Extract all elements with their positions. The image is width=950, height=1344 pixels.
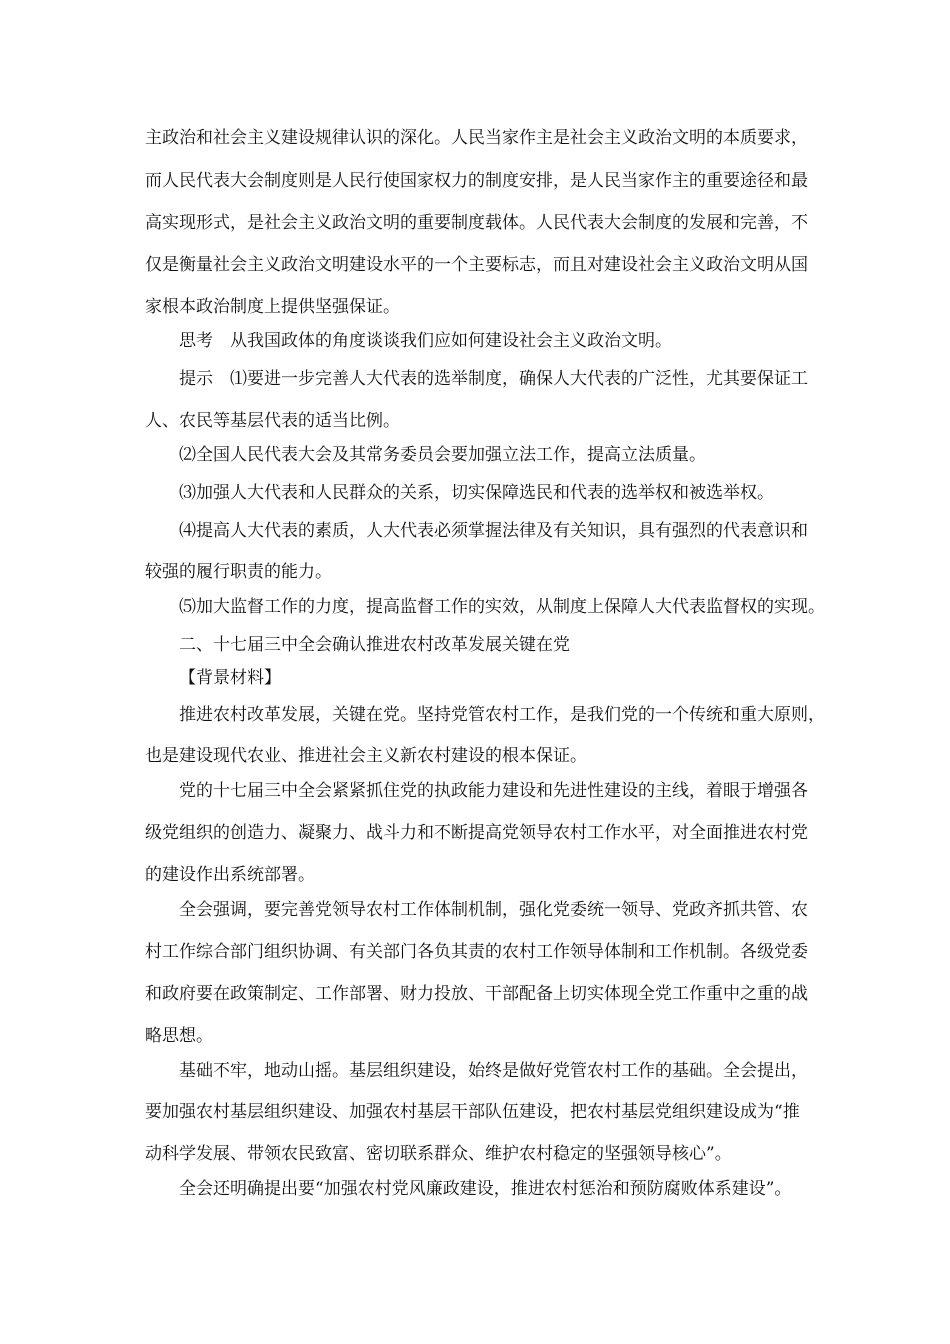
background-paragraph-5: 全会还明确提出要“加强农村党风廉政建设，推进农村惩治和预防腐败体系建设”。 <box>179 1179 792 1199</box>
text-line: 也是建设现代农业、推进社会主义新农村建设的根本保证。 <box>145 746 587 766</box>
section-heading: 二、十七届三中全会确认推进农村改革发展关键在党 <box>179 635 570 655</box>
text-line: ⑷提高人大代表的素质，人大代表必须掌握法律及有关知识，具有强烈的代表意识和 <box>179 521 808 541</box>
think-question: 思考 从我国政体的角度谈谈我们应如何建设社会主义政治文明。 <box>179 331 672 351</box>
hint-3: ⑶加强人大代表和人民群众的关系，切实保障选民和代表的选举权和被选举权。 <box>179 483 774 503</box>
hint-5: ⑸加大监督工作的力度，提高监督工作的实效，从制度上保障人大代表监督权的实现。 <box>179 597 825 617</box>
background-title: 【背景材料】 <box>179 668 281 688</box>
text-line: 动科学发展、带领农民致富、密切联系群众、维护农村稳定的坚强领导核心”。 <box>145 1144 732 1164</box>
text-line: 的建设作出系统部署。 <box>145 865 315 885</box>
text-line: 要加强农村基层组织建设、加强农村基层干部队伍建设，把农村基层党组织建设成为“推 <box>145 1102 800 1122</box>
text-line: 基础不牢，地动山摇。基层组织建设，始终是做好党管农村工作的基础。全会提出， <box>179 1061 808 1081</box>
text-line: 主政治和社会主义建设规律认识的深化。人民当家作主是社会主义政治文明的本质要求， <box>145 128 808 148</box>
text-line: 级党组织的创造力、凝聚力、战斗力和不断提高党领导农村工作水平，对全面推进农村党 <box>145 823 808 843</box>
hint-2: ⑵全国人民代表大会及其常务委员会要加强立法工作，提高立法质量。 <box>179 445 706 465</box>
text-line: 党的十七届三中全会紧紧抓住党的执政能力建设和先进性建设的主线，着眼于增强各 <box>179 781 808 801</box>
text-line: 而人民代表大会制度则是人民行使国家权力的制度安排，是人民当家作主的重要途径和最 <box>145 171 808 191</box>
text-line: 推进农村改革发展，关键在党。坚持党管农村工作，是我们党的一个传统和重大原则， <box>179 705 825 725</box>
text-line: 全会强调，要完善党领导农村工作体制机制，强化党委统一领导、党政齐抓共管、农 <box>179 900 808 920</box>
text-line: 人、农民等基层代表的适当比例。 <box>145 411 400 431</box>
text-line: 提示 ⑴要进一步完善人大代表的选举制度，确保人大代表的广泛性，尤其要保证工 <box>179 369 808 389</box>
text-line: 家根本政治制度上提供坚强保证。 <box>145 297 400 317</box>
text-line: 村工作综合部门组织协调、有关部门各负其责的农村工作领导体制和工作机制。各级党委 <box>145 942 808 962</box>
text-line: 略思想。 <box>145 1026 213 1046</box>
text-line: 较强的履行职责的能力。 <box>145 562 332 582</box>
text-line: 仅是衡量社会主义政治文明建设水平的一个主要标志，而且对建设社会主义政治文明从国 <box>145 255 808 275</box>
text-line: 和政府要在政策制定、工作部署、财力投放、干部配备上切实体现全党工作重中之重的战 <box>145 984 808 1004</box>
text-line: 高实现形式，是社会主义政治文明的重要制度载体。人民代表大会制度的发展和完善，不 <box>145 213 808 233</box>
